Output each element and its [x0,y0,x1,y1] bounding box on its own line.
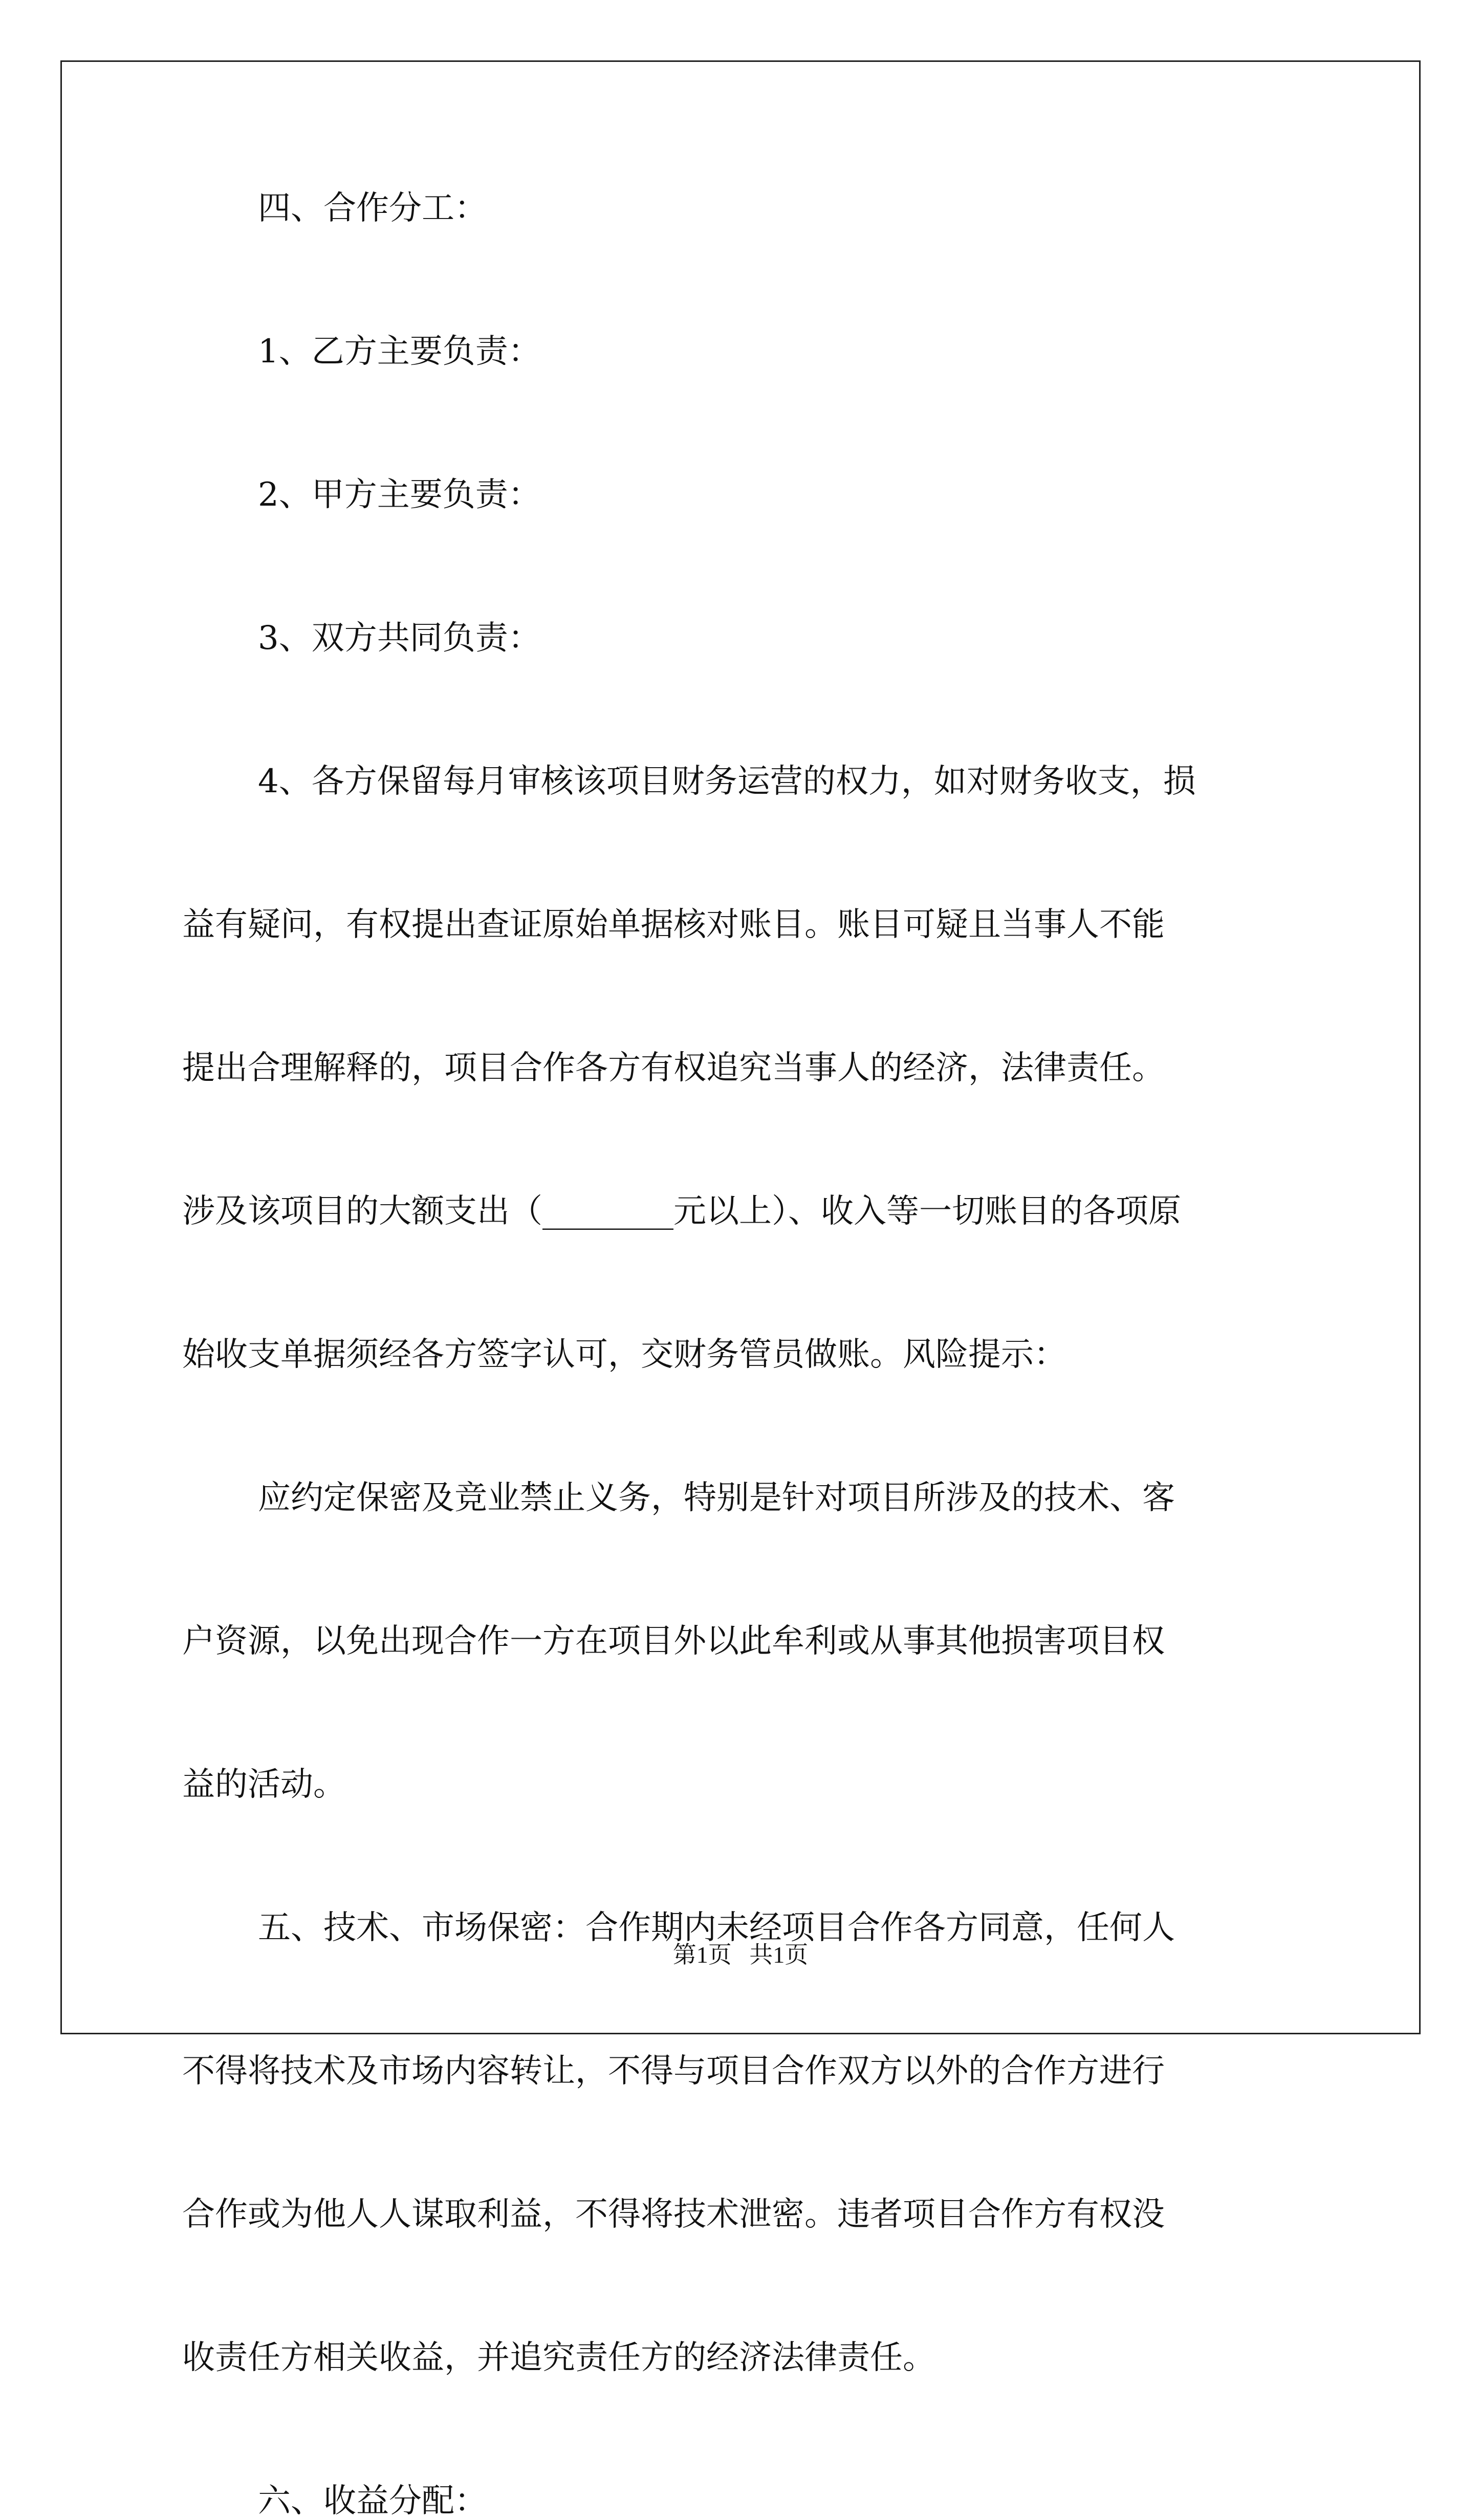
text-line: 四、合作分工： [258,189,487,227]
paragraph [182,764,1303,1373]
text-line: 益有疑问，有权提出查证原始单据核对账目。账目可疑且当事人不能 [182,906,1165,944]
text-line: 合作或为他人人谋取利益，不得将技术泄密。违者项目合作方有权没 [182,2196,1165,2233]
text-line: 六、收益分配： [258,2482,487,2520]
text-line: 1、乙方主要负责： [258,333,541,371]
page-footer: 第1页 共1页 [672,1942,809,1968]
paragraph [182,1910,1303,2376]
text-line: 户资源，以免出现合作一方在项目外以此牟利或从事其他损害项目权 [182,1622,1165,1660]
text-line: 不得将技术及市场内容转让，不得与项目合作双方以外的合作方进行 [182,2052,1165,2090]
paragraph [182,2483,1303,2519]
document-body [182,190,1303,2519]
text-line: 应约定保密及竞业禁止义务，特别是针对项目所涉及的技术、客 [258,1479,1175,1517]
text-line: 收责任方相关收益，并追究责任方的经济法律责任。 [182,2339,935,2377]
text-line: 涉及该项目的大额支出（________元以上）、收入等一切账目的各项原 [182,1192,1181,1230]
text-line: 2、甲方主要负责： [258,476,541,514]
text-line: 提出合理解释的，项目合作各方有权追究当事人的经济，法律责任。 [182,1049,1165,1087]
text-line: 始收支单据须经各方签字认可，交财务管员做账。风险提示： [182,1336,1066,1374]
text-line: 益的活动。 [182,1766,346,1804]
paragraph [182,1480,1303,1802]
paragraph [182,190,1303,226]
paragraph [182,477,1303,513]
paragraph [182,334,1303,370]
text-line: 4、各方保留每月审核该项目财务运营的权力，如对财务收支，损 [258,763,1196,800]
paragraph [182,620,1303,656]
text-line: 五、技术、市场保密：合作期内未经项目合作各方同意，任何人 [258,1909,1175,1947]
text-line: 3、双方共同负责： [258,619,541,657]
